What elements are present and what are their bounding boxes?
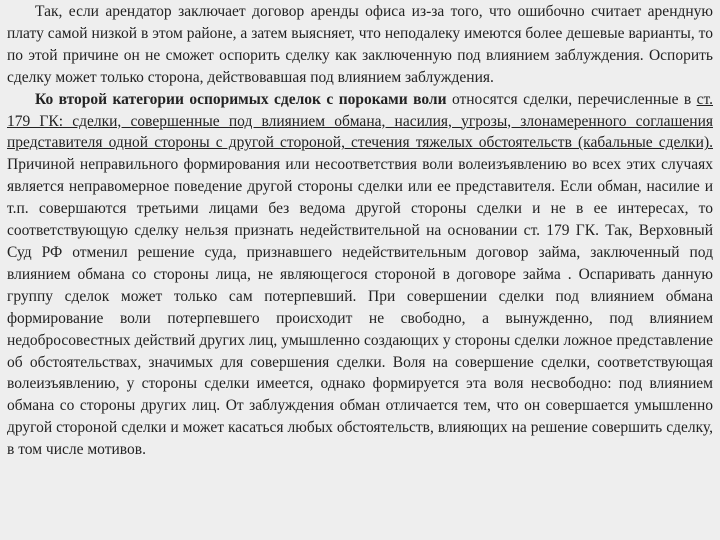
paragraph-error-example: Так, если арендатор заключает договор аренды офиса из-за того, что ошибочно считает арендную плату самой низкой в этом районе, а затем выясняет, что неподалеку имеются более дешевые варианты, то по этой причине он не сможет оспорить сделку как заключенную под влиянием заблуждения. Оспорить сделку может только сторона, действовавшая под влиянием заблуждения. [7,3,713,86]
paragraph-second-category [7,89,713,461]
bold-lead-text: Ко второй категории оспоримых сделок с пороками воли [35,90,447,108]
paragraph-text-a: относятся сделки, перечисленные в [446,90,697,108]
underlined-article-reference: ст. 179 ГК: сделки, совершенные под влиянием обмана, насилия, угрозы, злонамеренного соглашения представителя одной стороны с другой стороной, стечения тяжелых обстоятельств (кабальные сделки). [7,90,713,152]
paragraph-text-b: Причиной неправильного формирования или несоответствия воли волеизъявлению во всех этих случаях является неправомерное поведение другой стороны сделки или ее представителя. Если обман, насилие и т.п. совершаются третьими лицами без ведома другой стороны сделки и не в ее интересах, то соответствующую сделку нельзя признать недействительной на основании ст. 179 ГК. Так, Верховный Суд РФ отменил решение суда, признавшего недействительным договор займа, заключенный под влиянием обмана со стороны лица, не являющегося стороной в договоре займа . Оспаривать данную группу сделок может только сам потерпевший. При совершении сделки под влиянием обмана формирование воли потерпевшего происходит не свободно, а вынужденно, под влиянием недобросовестных действий других лиц, умышленно создающих у стороны сделки ложное представление об обстоятельствах, значимых для совершения сделки. Воля на совершение сделки, соответствующая волеизъявлению, у стороны сделки имеется, однако формируется эта воля несвободно: под влиянием обмана со стороны других лиц. От заблуждения обман отличается тем, что он совершается умышленно другой стороной сделки и может касаться любых обстоятельств, влияющих на решение совершить сделку, в том числе мотивов. [7,156,713,459]
